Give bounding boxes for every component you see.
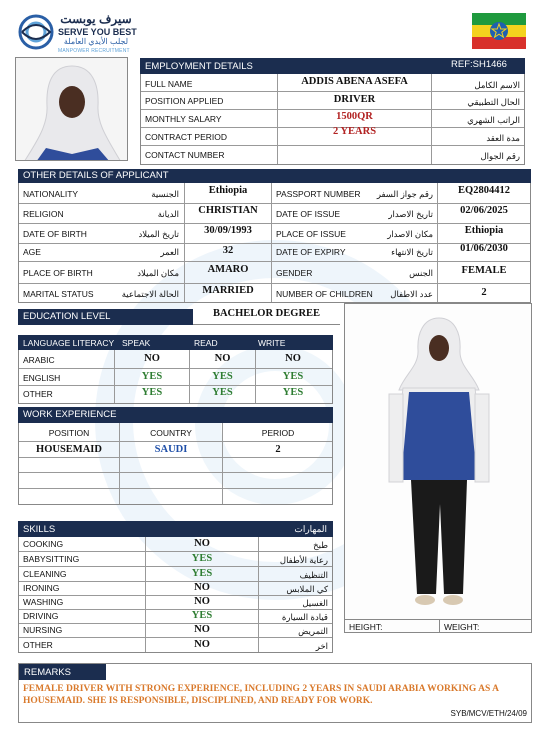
- remarks-code: SYB/MCV/ETH/24/09: [450, 709, 527, 718]
- skill-value: NO: [194, 639, 210, 650]
- skill-label: DRIVING: [23, 611, 59, 621]
- number-of-children-ar: عدد الاطفال: [390, 289, 433, 299]
- number-of-children-label: NUMBER OF CHILDREN: [276, 289, 373, 299]
- full-name-label: FULL NAME: [145, 79, 193, 89]
- skill-value: NO: [194, 538, 210, 549]
- date-of-issue-ar: تاريخ الاصدار: [388, 209, 433, 219]
- contract-period-value: 2 YEARS: [332, 126, 377, 137]
- passport-number-ar: رقم جواز السفر: [376, 189, 433, 199]
- work-country-value: SAUDI: [154, 444, 188, 455]
- reference-number: REF:SH1466: [451, 59, 507, 70]
- place-of-birth-label: PLACE OF BIRTH: [23, 268, 93, 278]
- full-name-value: ADDIS ABENA ASEFA: [301, 76, 408, 87]
- work-header-period: PERIOD: [261, 428, 295, 438]
- language-speak-value: YES: [141, 387, 163, 398]
- education-value: BACHELOR DEGREE: [212, 308, 321, 319]
- nationality-ar: الجنسية: [151, 189, 179, 199]
- weight-label: WEIGHT:: [444, 622, 480, 632]
- logo-sub: MANPOWER RECRUITMENT: [58, 48, 130, 54]
- logo-name: SERVE YOU BEST: [58, 27, 137, 37]
- language-write-value: NO: [285, 353, 301, 364]
- date-of-birth-value: 30/09/1993: [204, 225, 252, 236]
- work-position-value: HOUSEMAID: [36, 444, 102, 455]
- language-header-write: WRITE: [258, 338, 286, 348]
- work-header-country: COUNTRY: [150, 428, 192, 438]
- remarks-title: REMARKS: [24, 667, 71, 678]
- position-applied-value: DRIVER: [333, 94, 376, 105]
- language-read-value: NO: [214, 353, 231, 364]
- skill-value: NO: [194, 624, 210, 635]
- place-of-birth-ar: مكان الميلاد: [137, 268, 179, 278]
- language-speak-value: YES: [141, 371, 163, 382]
- language-header: [18, 335, 333, 350]
- passport-number-value: EQ2804412: [458, 185, 510, 196]
- employment-table: [140, 74, 525, 165]
- education-value-box: [193, 305, 340, 325]
- remarks-header: [19, 664, 106, 680]
- language-row-label: ARABIC: [23, 355, 55, 365]
- flag-icon: [472, 13, 526, 49]
- skills-table: [18, 537, 333, 653]
- skills-title-ar: المهارات: [294, 524, 327, 534]
- skill-label: BABYSITTING: [23, 554, 80, 564]
- date-of-expiry-value: 01/06/2030: [460, 243, 508, 254]
- skill-ar: التمريض: [298, 626, 328, 636]
- skill-label: IRONING: [23, 583, 60, 593]
- place-of-issue-ar: مكان الاصدار: [387, 229, 433, 239]
- nationality-label: NATIONALITY: [23, 189, 79, 199]
- work-experience-table: [18, 423, 333, 505]
- place-of-birth-value: AMARO: [207, 264, 249, 275]
- contact-number-ar: رقم الجوال: [480, 151, 520, 161]
- skill-ar: اخر: [315, 641, 328, 651]
- full-body-image: [345, 304, 532, 622]
- employment-header: [140, 58, 525, 74]
- skill-ar: طبخ: [313, 540, 328, 550]
- skill-ar: رعاية الأطفال: [279, 555, 328, 565]
- language-header-read: READ: [194, 338, 218, 348]
- language-row-label: ENGLISH: [23, 373, 61, 383]
- gender-value: FEMALE: [461, 265, 507, 276]
- remarks-text: FEMALE DRIVER WITH STRONG EXPERIENCE, INCLUDING 2 YEARS IN SAUDI ARABIA WORKING AS A HOUSEMAID. SHE IS RESPONSIBLE, DISCIPLINED, AND READY FOR WORK.: [23, 684, 499, 706]
- ethiopia-flag: [472, 13, 526, 49]
- age-value: 32: [222, 245, 234, 256]
- education-label: [18, 309, 193, 325]
- skill-label: NURSING: [23, 625, 63, 635]
- language-write-value: YES: [282, 387, 304, 398]
- date-of-issue-label: DATE OF ISSUE: [276, 209, 341, 219]
- marital-status-label: MARITAL STATUS: [23, 289, 94, 299]
- skill-label: OTHER: [23, 640, 53, 650]
- work-header-position: POSITION: [48, 428, 90, 438]
- age-label: AGE: [23, 247, 41, 257]
- other-details-header: [18, 169, 531, 183]
- skill-ar: كي الملابس: [286, 584, 328, 594]
- language-speak-value: NO: [144, 353, 160, 364]
- skills-title: SKILLS: [23, 524, 56, 535]
- other-details-table: [18, 183, 531, 303]
- other-details-title: OTHER DETAILS OF APPLICANT: [23, 170, 169, 181]
- religion-label: RELIGION: [23, 209, 64, 219]
- education-label-text: EDUCATION LEVEL: [23, 311, 111, 322]
- portrait-image: [16, 58, 128, 161]
- work-period-value: 2: [275, 444, 281, 455]
- remarks-box: [18, 663, 532, 723]
- language-read-value: YES: [212, 371, 233, 382]
- work-experience-title: WORK EXPERIENCE: [23, 409, 117, 420]
- marital-status-ar: الحالة الاجتماعية: [121, 289, 179, 299]
- skill-ar: التنظيف: [299, 570, 328, 580]
- date-of-expiry-ar: تاريخ الانتهاء: [391, 247, 433, 257]
- contact-number-label: CONTACT NUMBER: [145, 150, 225, 160]
- religion-value: CHRISTIAN: [198, 205, 258, 216]
- skill-label: CLEANING: [23, 569, 67, 579]
- nationality-value: Ethiopia: [208, 185, 248, 196]
- skill-label: COOKING: [23, 539, 64, 549]
- contract-period-label: CONTRACT PERIOD: [145, 132, 228, 142]
- monthly-salary-value: 1500QR: [336, 111, 373, 122]
- skill-value: NO: [194, 596, 210, 607]
- skill-value: YES: [191, 568, 213, 579]
- monthly-salary-label: MONTHLY SALARY: [145, 114, 222, 124]
- logo-emblem-icon: [18, 14, 54, 50]
- skill-value: YES: [191, 610, 213, 621]
- position-applied-ar: الحال التطبيقي: [467, 97, 520, 107]
- language-header-speak: SPEAK: [122, 338, 151, 348]
- date-of-issue-value: 02/06/2025: [460, 205, 508, 216]
- number-of-children-value: 2: [481, 287, 487, 298]
- logo-arabic-sub: لجلب الأيدي العاملة: [63, 37, 129, 46]
- portrait-photo: [15, 57, 128, 161]
- gender-ar: الجنس: [409, 268, 433, 278]
- skill-ar: الغسيل: [302, 598, 328, 608]
- language-write-value: YES: [282, 371, 304, 382]
- full-name-ar: الاسم الكامل: [474, 80, 520, 90]
- date-of-birth-ar: تاريخ الميلاد: [138, 229, 179, 239]
- logo-arabic-name: سيرف يوبست: [60, 12, 132, 26]
- skill-label: WASHING: [23, 597, 64, 607]
- employment-title: EMPLOYMENT DETAILS: [145, 61, 253, 72]
- skill-ar: قيادة السيارة: [281, 612, 328, 622]
- skill-value: YES: [191, 553, 213, 564]
- position-applied-label: POSITION APPLIED: [145, 96, 224, 106]
- company-logo: [18, 12, 138, 56]
- age-ar: العمر: [160, 247, 179, 257]
- place-of-issue-label: PLACE OF ISSUE: [276, 229, 346, 239]
- place-of-issue-value: Ethiopia: [464, 225, 504, 236]
- work-experience-header: [18, 407, 333, 423]
- skill-value: NO: [194, 582, 210, 593]
- contract-period-ar: مدة العقد: [486, 133, 520, 143]
- monthly-salary-ar: الراتب الشهري: [467, 115, 520, 125]
- skills-header: [18, 521, 333, 537]
- language-row-label: OTHER: [23, 389, 53, 399]
- gender-label: GENDER: [276, 268, 313, 278]
- full-body-photo: [344, 303, 532, 633]
- height-label: HEIGHT:: [349, 622, 383, 632]
- passport-number-label: PASSPORT NUMBER: [276, 189, 361, 199]
- date-of-birth-label: DATE OF BIRTH: [23, 229, 87, 239]
- language-read-value: YES: [212, 387, 233, 398]
- religion-ar: الديانة: [157, 209, 179, 219]
- language-header-title: LANGUAGE LITERACY: [23, 338, 115, 348]
- language-table: [18, 350, 333, 404]
- date-of-expiry-label: DATE OF EXPIRY: [276, 247, 346, 257]
- marital-status-value: MARRIED: [202, 285, 254, 296]
